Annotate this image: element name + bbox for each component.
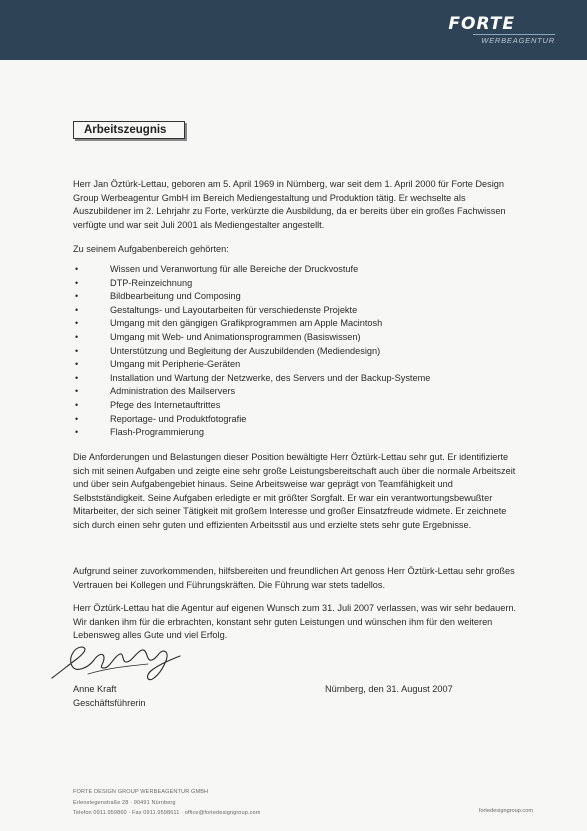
task-text: Umgang mit Peripherie-Geräten — [110, 359, 241, 370]
task-text: Flash-Programmierung — [110, 427, 204, 438]
task-text: Bildbearbeitung und Composing — [110, 291, 241, 302]
signature-graphic — [48, 638, 208, 686]
bullet: • — [75, 331, 79, 342]
signer-role: Geschäftsführerin — [73, 697, 146, 708]
task-text: Umgang mit den gängigen Grafikprogrammen am Apple Macintosh — [110, 318, 383, 329]
tasks-intro: Zu seinem Aufgabenbereich gehörten: — [73, 244, 229, 254]
bullet: • — [75, 318, 79, 329]
company-logo: FORTE — [448, 14, 515, 34]
bullet: • — [75, 277, 79, 288]
list-item — [73, 304, 523, 318]
bullet: • — [75, 413, 79, 424]
conduct-paragraph: Aufgrund seiner zuvorkommenden, hilfsbereiten und freundlichen Art genoss Herr Öztürk-Lettau sehr großes Vertrauen bei Kollegen und Führungskräften. Die Führung war stets tadellos. — [73, 566, 515, 590]
list-item — [73, 372, 523, 386]
task-text: Pfege des Internetauftrittes — [110, 399, 221, 410]
bullet: • — [75, 386, 79, 397]
footer-website: fortedesigngroup.com — [478, 808, 533, 814]
list-item — [73, 358, 523, 372]
task-text: Umgang mit Web- und Animationsprogrammen (Basiswissen) — [110, 331, 361, 342]
footer-address — [73, 787, 260, 819]
intro-paragraph: Herr Jan Öztürk-Lettau, geboren am 5. April 1969 in Nürnberg, war seit dem 1. April 2000 für Forte Design Group Werbeagentur GmbH im Bereich Mediengestaltung und Produktion tätig. Er wechselte als Auszubildener im 2. Lehrjahr zu Forte, verkürzte die Ausbildung, da er bereits über ein großes Fachwissen verfügte und war seit Juli 2001 als Mediengestalter angestellt. — [73, 179, 506, 230]
closing-paragraph: Herr Öztürk-Lettau hat die Agentur auf eigenen Wunsch zum 31. Juli 2007 verlassen, was wir sehr bedauern. Wir danken ihm für die erbrachten, konstant sehr guten Leistungen und wünschen ihm für den weiteren Lebensweg alles Gute und viel Erfolg. — [73, 603, 517, 640]
document-title: Arbeitszeugnis — [73, 121, 185, 139]
task-text: Wissen und Veranwortung für alle Bereiche der Druckvostufe — [110, 264, 359, 274]
footer-company: FORTE DESIGN GROUP WERBEAGENTUR GMBH — [73, 789, 209, 795]
footer-street: Erlenstegenstraße 28 · 90491 Nürnberg — [73, 799, 176, 806]
company-tagline: WERBEAGENTUR — [481, 36, 555, 45]
footer-contact: Telefon 0911.959860 · Fax 0911.9598611 · office@fortedesigngroup.com — [73, 810, 261, 816]
task-text: Administration des Mailservers — [110, 386, 236, 397]
list-item — [73, 263, 523, 277]
list-item — [73, 413, 523, 427]
bullet: • — [75, 291, 79, 302]
task-text: DTP-Reinzeichnung — [110, 277, 193, 288]
bullet: • — [75, 304, 79, 315]
list-item — [73, 290, 523, 304]
letterhead-banner — [0, 0, 587, 60]
list-item — [73, 331, 523, 345]
list-item — [73, 277, 523, 291]
bullet: • — [75, 399, 79, 410]
signer-block — [73, 683, 146, 710]
bullet: • — [75, 264, 79, 274]
task-text: Gestaltungs- und Layoutarbeiten für verschiedenste Projekte — [110, 304, 358, 315]
list-item — [73, 385, 523, 399]
list-item — [73, 317, 523, 331]
list-item — [73, 399, 523, 413]
bullet: • — [75, 372, 79, 383]
place-date: Nürnberg, den 31. August 2007 — [325, 684, 453, 694]
task-text: Reportage- und Produktfotografie — [110, 413, 247, 424]
logo-divider — [473, 34, 555, 35]
performance-paragraph: Die Anforderungen und Belastungen dieser Position bewältigte Herr Öztürk-Lettau sehr gut. Er identifizierte sich mit seinen Aufgaben und zeigte eine sehr große Leistungsbereitschaft auch über die normale Arbeitszeit und über sein Aufgabengebiet hinaus. Seine Arbeitsweise war geprägt von Teamfähigkeit und Selbstständigkeit. Seine Aufgaben erledigte er mit größter Sorgfalt. Er war ein verantwortungsbewußter Mitarbeiter, der sich seiner Tätigkeit mit großem Interesse und großer Einsatzfreude widmete. Er zeichnete sich durch einen sehr guten und effizienten Arbeitsstil aus und erzielte stets sehr gute Ergebnisse. — [73, 452, 516, 530]
list-item — [73, 345, 523, 359]
task-text: Installation und Wartung der Netzwerke, des Servers und der Backup-Systeme — [110, 372, 431, 383]
bullet: • — [75, 427, 79, 438]
bullet: • — [75, 345, 79, 356]
task-text: Unterstützung und Begleitung der Auszubildenden (Mediendesign) — [110, 345, 381, 356]
signer-name: Anne Kraft — [73, 684, 117, 694]
bullet: • — [75, 359, 79, 370]
list-item — [73, 426, 523, 440]
task-list — [73, 263, 523, 440]
